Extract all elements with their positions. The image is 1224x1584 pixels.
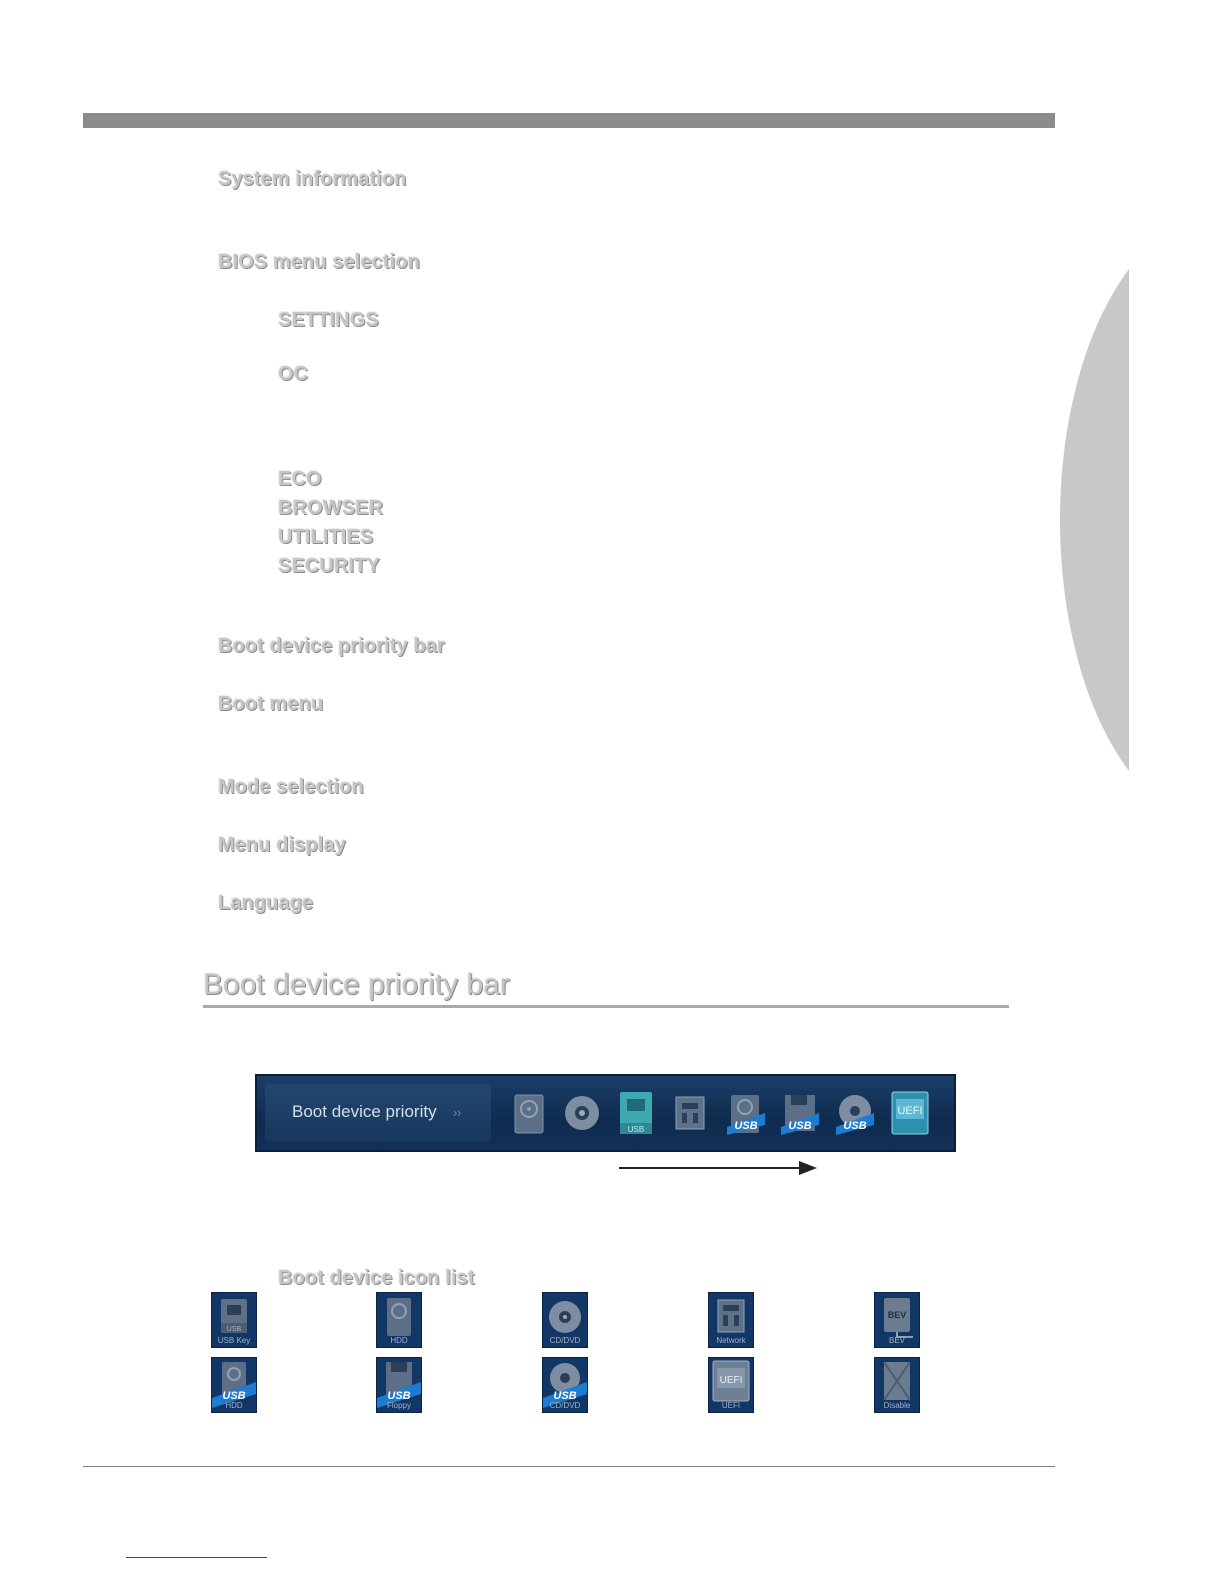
usb-hdd-tag: USB [734,1120,758,1132]
item-boot-menu: Boot menu [218,693,324,715]
item-settings: SETTINGS [278,309,379,331]
header-bar [83,113,1055,128]
disable-icon [875,1358,919,1412]
chevron-right-icon: › › [453,1105,460,1120]
item-browser: BROWSER [278,497,384,519]
usb-cd-dvd-icon [543,1358,587,1412]
arrow-right-icon [799,1161,817,1175]
uefi-caption: UEFI [721,1401,741,1410]
usb-hdd-icon [212,1358,256,1412]
usb-key-icon[interactable] [617,1091,655,1135]
usb-key-caption: USB Key [217,1336,251,1345]
item-security: SECURITY [278,555,380,577]
section-divider [203,1005,1009,1008]
usb-floppy-tile-tag: USB [387,1390,411,1402]
bev-tile-tag: BEV [887,1310,907,1320]
usb-floppy-icon [377,1358,421,1412]
item-bios-menu-selection: BIOS menu selection [218,251,420,273]
usb-cd-dvd-tile-tag: USB [553,1390,577,1402]
uefi-icon[interactable] [891,1091,929,1135]
usb-hdd-icon[interactable] [727,1091,765,1135]
usb-cd-dvd-icon[interactable] [836,1091,874,1135]
usb-hdd-caption: HDD [225,1401,243,1410]
cd-dvd-caption: CD/DVD [549,1336,581,1345]
usb-key-icon [212,1293,256,1347]
uefi-tile-tag: UEFI [719,1375,743,1386]
bev-caption: BEV [888,1336,905,1345]
hdd-caption: HDD [390,1336,408,1345]
item-boot-device-priority-bar: Boot device priority bar [218,635,445,657]
icon-list-title: Boot device icon list [278,1267,475,1289]
cd-dvd-icon[interactable] [563,1091,601,1135]
item-utilities: UTILITIES [278,526,374,548]
item-menu-display: Menu display [218,834,346,856]
usb-floppy-tag: USB [788,1120,812,1132]
usb-floppy-icon[interactable] [781,1091,819,1135]
item-oc: OC [278,363,309,385]
footer-link-underline [126,1557,267,1558]
footer-divider [83,1466,1055,1467]
hdd-icon [377,1293,421,1347]
item-system-information: System information [218,168,407,190]
hdd-icon[interactable] [511,1091,549,1135]
disable-caption: Disable [883,1401,911,1410]
usb-cd-dvd-tag: USB [843,1120,867,1132]
network-icon [709,1293,753,1347]
boot-device-priority-bar [255,1074,956,1152]
usb-floppy-caption: Floppy [386,1401,411,1410]
item-eco: ECO [278,468,322,490]
item-language: Language [218,892,314,914]
priority-arrow [619,1167,801,1169]
uefi-tag: UEFI [897,1105,923,1117]
bev-icon [875,1293,919,1347]
network-icon[interactable] [671,1091,709,1135]
item-mode-selection: Mode selection [218,776,364,798]
section-title: Boot device priority bar [203,968,510,1001]
usb-cd-dvd-caption: CD/DVD [549,1401,581,1410]
network-caption: Network [716,1336,746,1345]
usb-key-tag: USB [627,1125,645,1134]
usb-key-tile-tag: USB [226,1326,242,1333]
cd-dvd-icon [543,1293,587,1347]
uefi-icon [709,1358,753,1412]
usb-hdd-tile-tag: USB [222,1390,246,1402]
boot-bar-label: Boot device priority [292,1102,437,1121]
